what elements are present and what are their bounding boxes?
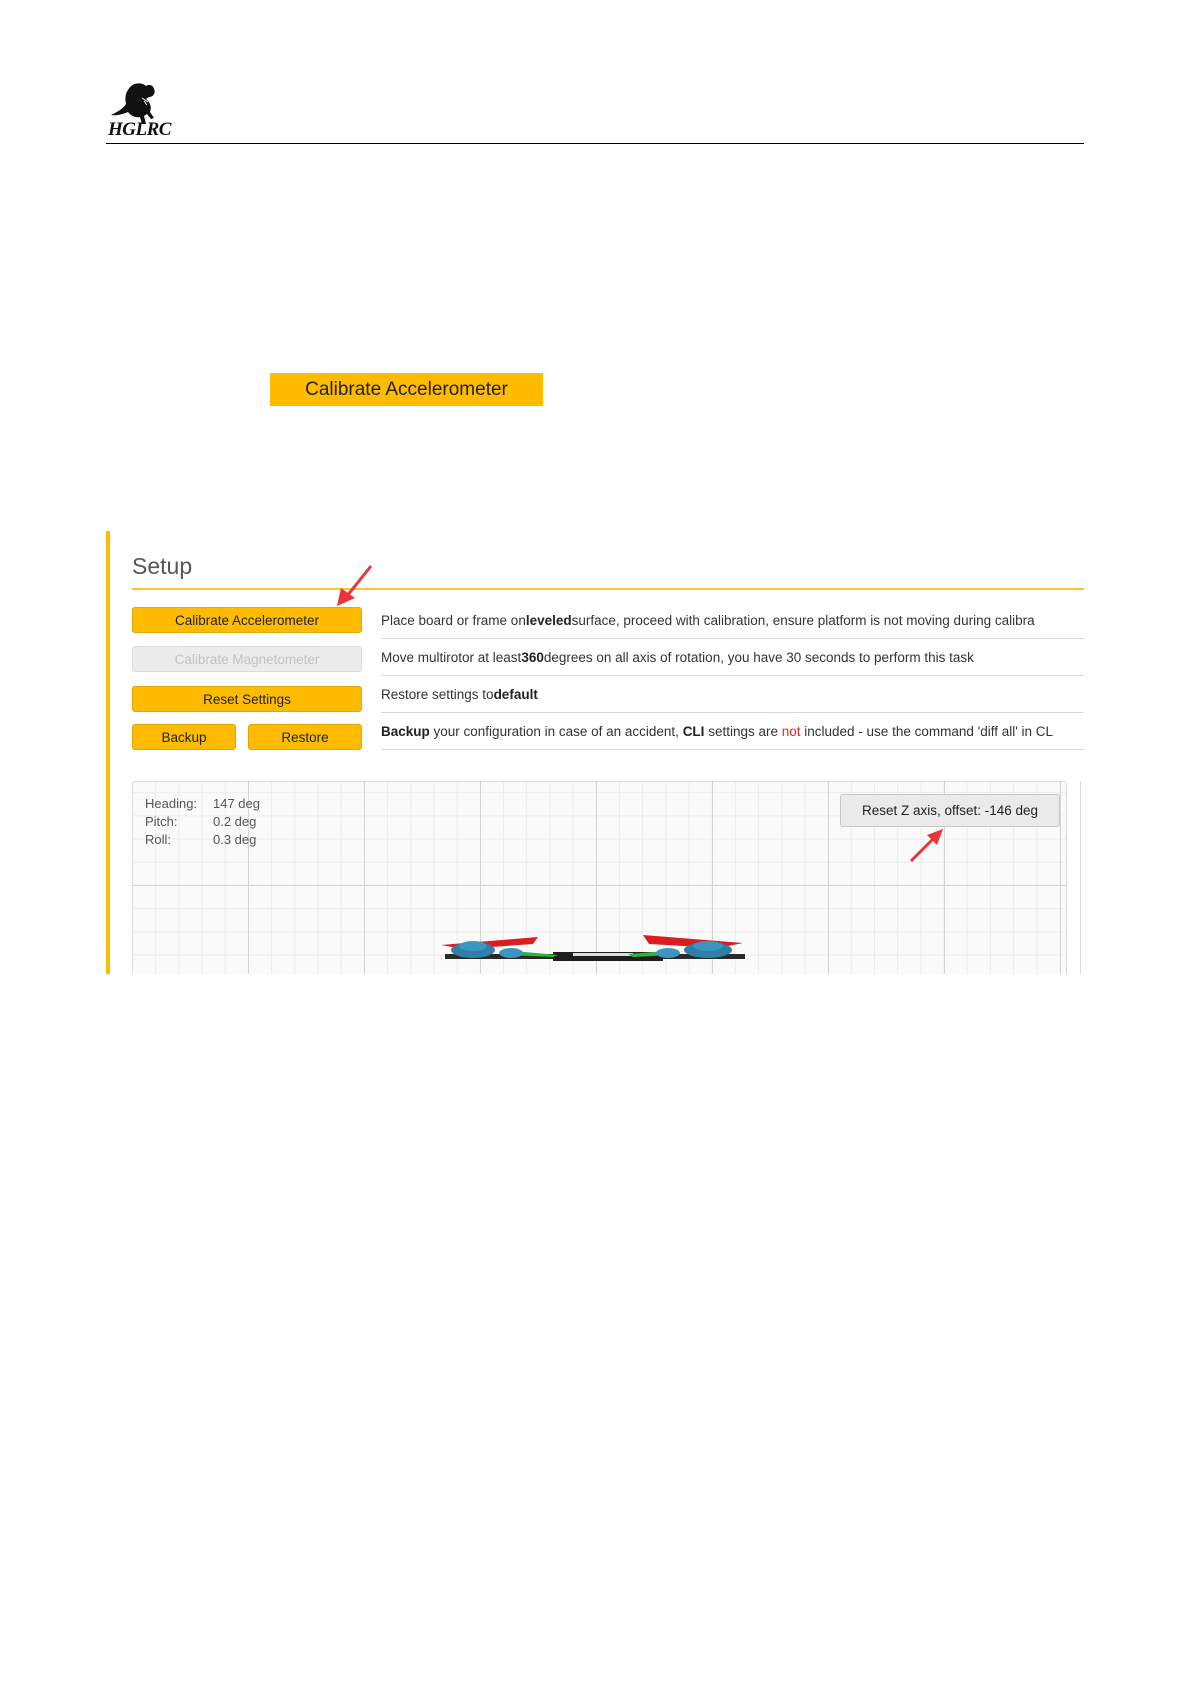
calibrate-accelerometer-button-large[interactable]: Calibrate Accelerometer — [270, 373, 543, 406]
reset-z-axis-button[interactable]: Reset Z axis, offset: -146 deg — [840, 794, 1060, 827]
calibrate-magnetometer-description: Move multirotor at least 360 degrees on all axis of rotation, you have 30 seconds to perform this task — [381, 639, 1084, 676]
roll-readout: Roll: 0.3 deg — [145, 832, 257, 847]
logo-text: HGLRC — [108, 119, 171, 140]
heading-readout: Heading: 147 deg — [145, 796, 260, 811]
side-panel-edge — [1080, 781, 1084, 974]
annotation-arrow-icon — [331, 564, 377, 610]
page-title: Setup — [132, 553, 193, 579]
calibrate-magnetometer-button[interactable]: Calibrate Magnetometer — [132, 646, 362, 672]
annotation-arrow-icon — [907, 829, 947, 865]
backup-button[interactable]: Backup — [132, 724, 236, 750]
calibrate-accelerometer-button[interactable]: Calibrate Accelerometer — [132, 607, 362, 633]
title-underline — [132, 588, 1084, 590]
model-view-panel — [132, 781, 1067, 974]
setup-screenshot — [106, 531, 1084, 974]
pitch-readout: Pitch: 0.2 deg — [145, 814, 257, 829]
quadcopter-model-icon — [423, 917, 763, 974]
restore-button[interactable]: Restore — [248, 724, 362, 750]
accent-sidebar-bar — [106, 531, 110, 974]
calibrate-accelerometer-description: Place board or frame on leveled surface, proceed with calibration, ensure platform is not moving during calibra — [381, 602, 1084, 639]
header-divider — [106, 143, 1084, 144]
reset-settings-description: Restore settings to default — [381, 676, 1084, 713]
backup-restore-description: Backup your configuration in case of an accident, CLI settings are not included - use the command 'diff all' in CL — [381, 713, 1084, 750]
reset-settings-button[interactable]: Reset Settings — [132, 686, 362, 712]
